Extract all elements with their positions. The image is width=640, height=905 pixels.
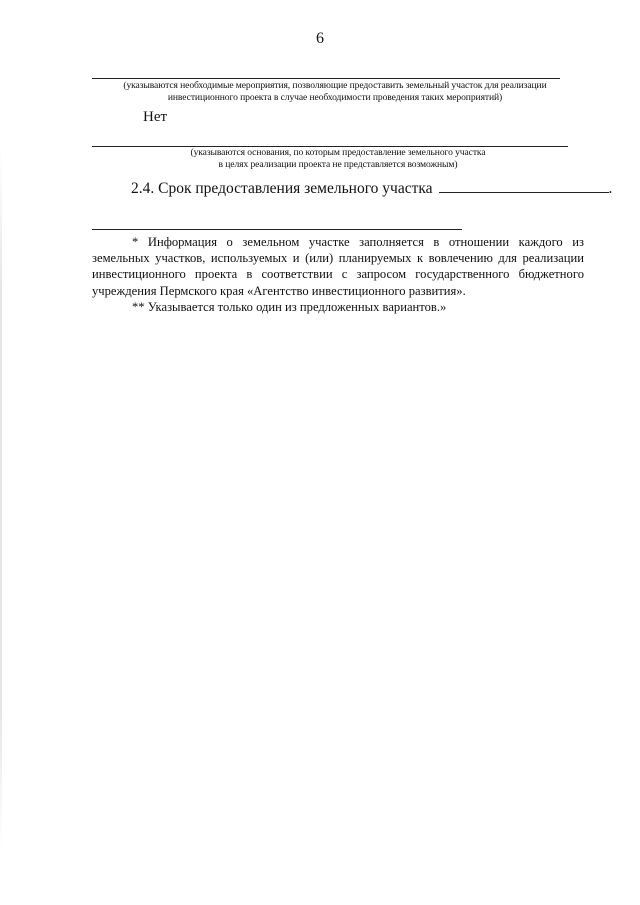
page-number: 6 [316,30,324,47]
heading-end: . [608,180,613,197]
scan-edge-shadow [0,150,2,850]
grounds-caption-line-2: в целях реализации проекта не представляется возможным) [218,159,458,170]
section-heading-text: 2.4. Срок предоставления земельного участка [131,180,433,197]
footnote-2: ** Указывается только один из предложенных вариантов.» [132,299,447,314]
section-heading [131,178,612,198]
grounds-caption [118,147,558,171]
footnotes [92,234,584,315]
measures-caption-line-2: инвестиционного проекта в случае необходимости проведения таких мероприятий) [167,92,503,103]
footnote-separator [92,229,462,230]
term-blank-line [439,178,609,193]
footnote-1: * Информация о земельном участке заполняется в отношении каждого из земельных участков, используемых и (или) планируемых к вовлечению для реализации инвестиционного проекта в соответствии с запросом государственного бюджетного учреждения Пермского края «Агентство инвестиционного развития». [92,235,584,298]
answer-text: Нет [143,109,168,125]
grounds-caption-line-1: (указываются основания, по которым предоставление земельного участка [190,147,486,158]
measures-caption [82,80,588,104]
measures-caption-line-1: (указываются необходимые мероприятия, позволяющие предоставить земельный участок для реализации [123,80,547,91]
measures-rule [92,78,560,79]
